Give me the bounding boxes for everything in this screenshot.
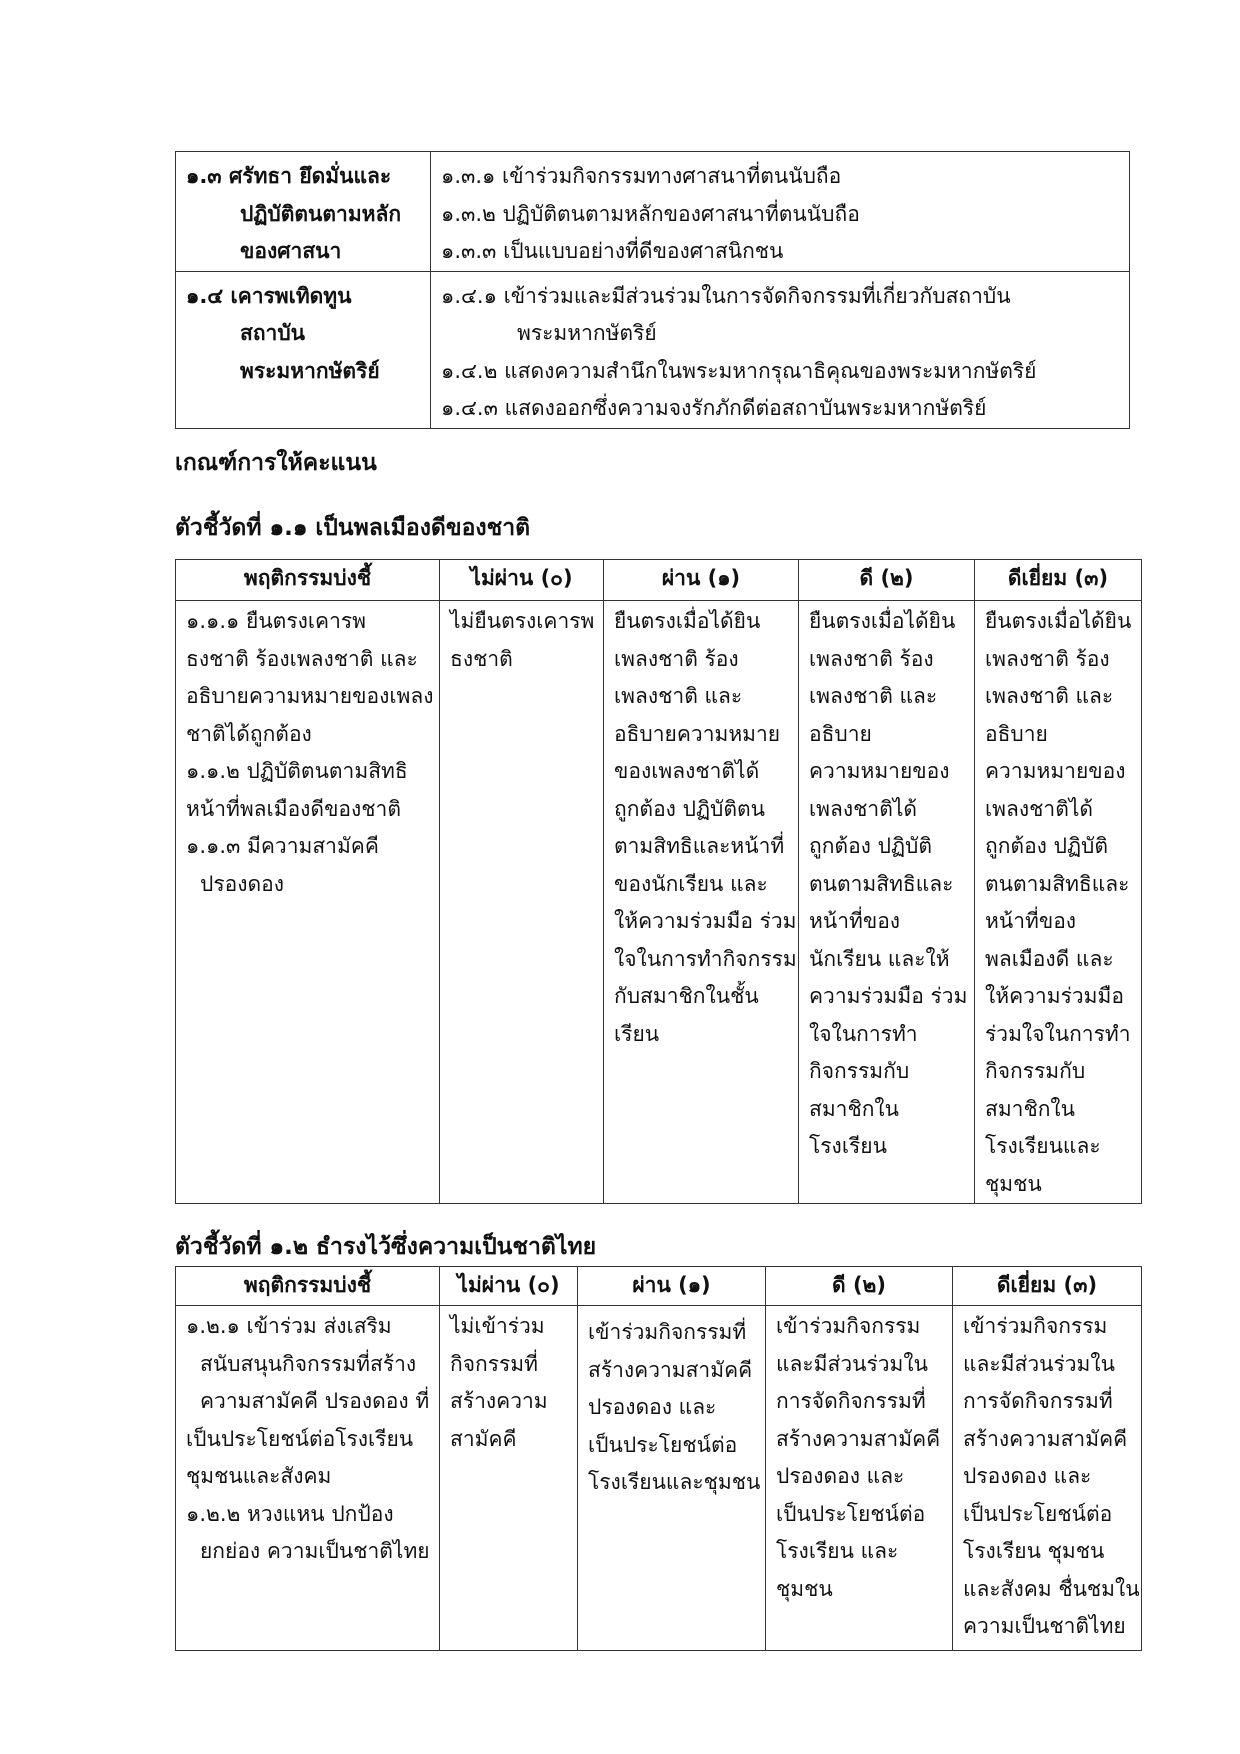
cell-line: หน้าที่ของ bbox=[809, 909, 901, 933]
cell-line: กับสมาชิกในชั้น bbox=[614, 984, 759, 1008]
cell-line: ยืนตรงเมื่อได้ยิน bbox=[809, 609, 956, 633]
cell-line: กิจกรรมกับ bbox=[985, 1059, 1086, 1083]
cell-line: เพลงชาติ ร้อง bbox=[809, 646, 934, 671]
cell-line: ธงชาติ ร้องเพลงชาติ และ bbox=[186, 646, 418, 671]
attribute-line: ของศาสนา bbox=[240, 239, 342, 263]
cell-line: ของนักเรียน และ bbox=[614, 871, 768, 896]
cell-line: หน้าที่ของ bbox=[985, 909, 1077, 933]
header-fail: ไม่ผ่าน (๐) bbox=[440, 1267, 578, 1306]
indicator-cell bbox=[431, 271, 1130, 428]
cell-line: ความหมายของ bbox=[809, 759, 950, 783]
cell-line: ยกย่อง ความเป็นชาติไทย bbox=[200, 1539, 430, 1563]
excellent-cell bbox=[975, 601, 1142, 1204]
cell-line: เป็นประโยชน์ต่อ bbox=[963, 1501, 1113, 1526]
header-excellent: ดีเยี่ยม (๓) bbox=[975, 560, 1142, 601]
indicator-1-1-heading: ตัวชี้วัดที่ ๑.๑ เป็นพลเมืองดีของชาติ bbox=[175, 515, 531, 541]
cell-line: เข้าร่วมกิจกรรมที่ bbox=[588, 1320, 747, 1344]
table-row bbox=[176, 271, 1130, 428]
cell-line: เพลงชาติ ร้อง bbox=[985, 646, 1110, 671]
cell-line: ชุมชน bbox=[776, 1576, 833, 1601]
cell-line: สร้างความ bbox=[450, 1389, 548, 1413]
cell-line: ถูกต้อง ปฏิบัติ bbox=[985, 834, 1109, 858]
cell-line: ไม่ยืนตรงเคารพ bbox=[450, 609, 595, 633]
cell-line: เพลงชาติได้ bbox=[809, 796, 918, 821]
cell-line: และมีส่วนร่วมใน bbox=[963, 1351, 1116, 1376]
cell-line: พลเมืองดี และ bbox=[985, 946, 1114, 971]
cell-line: เพลงชาติ และ bbox=[809, 684, 938, 708]
cell-line: กิจกรรมกับ bbox=[809, 1059, 910, 1083]
cell-line: สนับสนุนกิจกรรมที่สร้าง bbox=[200, 1351, 417, 1376]
cell-line: ไม่เข้าร่วม bbox=[450, 1314, 545, 1338]
cell-line: อธิบายความหมาย bbox=[614, 721, 781, 746]
cell-line: ตนตามสิทธิและ bbox=[985, 871, 1130, 896]
header-behavior: พฤติกรรมบ่งชี้ bbox=[176, 560, 440, 601]
cell-line: ความสามัคคี ปรองดอง ที่ bbox=[200, 1389, 430, 1413]
header-good: ดี (๒) bbox=[799, 560, 975, 601]
attribute-cell bbox=[176, 152, 431, 272]
cell-line: ชาติได้ถูกต้อง bbox=[186, 721, 312, 746]
table-header-row bbox=[176, 560, 1142, 601]
cell-line: เพลงชาติได้ bbox=[985, 796, 1094, 821]
attribute-line: ๑.๓ ศรัทธา ยึดมั่นและ bbox=[186, 164, 392, 188]
indicator-line: ๑.๓.๓ เป็นแบบอย่างที่ดีของศาสนิกชน bbox=[441, 239, 784, 263]
cell-line: เป็นประโยชน์ต่อ bbox=[776, 1501, 926, 1526]
cell-line: เพลงชาติ ร้อง bbox=[614, 646, 739, 671]
cell-line: ถูกต้อง ปฏิบัติตน bbox=[614, 796, 765, 821]
indicator-1-1-rubric-table bbox=[175, 559, 1142, 1204]
cell-line: เข้าร่วมกิจกรรม bbox=[776, 1314, 921, 1338]
cell-line: ปรองดอง และ bbox=[963, 1464, 1092, 1488]
cell-line: สามัคคี bbox=[450, 1426, 517, 1451]
excellent-cell bbox=[953, 1306, 1142, 1651]
cell-line: ให้ความร่วมมือ bbox=[985, 984, 1124, 1008]
cell-line: ใจในการทำกิจกรรม bbox=[614, 946, 797, 971]
cell-line: ถูกต้อง ปฏิบัติ bbox=[809, 834, 933, 858]
indicator-line: ๑.๔.๑ เข้าร่วมและมีส่วนร่วมในการจัดกิจกรรมที่เกี่ยวกับสถาบัน bbox=[441, 283, 1011, 308]
behavior-cell bbox=[176, 601, 440, 1204]
cell-line: กิจกรรมที่ bbox=[450, 1351, 538, 1376]
good-cell bbox=[799, 601, 975, 1204]
indicator-line: พระมหากษัตริย์ bbox=[517, 321, 657, 345]
cell-line: การจัดกิจกรรมที่ bbox=[776, 1389, 926, 1413]
cell-line: โรงเรียน ชุมชน bbox=[963, 1539, 1105, 1563]
cell-line: และสังคม ชื่นชมใน bbox=[963, 1576, 1140, 1601]
scoring-criteria-heading: เกณฑ์การให้คะแนน bbox=[175, 450, 377, 476]
behavior-cell bbox=[176, 1306, 440, 1651]
table-row bbox=[176, 1306, 1142, 1651]
cell-line: ให้ความร่วมมือ ร่วม bbox=[614, 909, 797, 933]
indicator-1-2-rubric-table bbox=[175, 1266, 1142, 1651]
good-cell bbox=[766, 1306, 953, 1651]
header-excellent: ดีเยี่ยม (๓) bbox=[953, 1267, 1142, 1306]
cell-line: ใจในการทำ bbox=[809, 1021, 918, 1046]
cell-line: ความร่วมมือ ร่วม bbox=[809, 984, 968, 1008]
cell-line: สมาชิกใน bbox=[985, 1096, 1076, 1121]
cell-line: ๑.๑.๓ มีความสามัคคี bbox=[186, 834, 379, 858]
indicator-line: ๑.๓.๑ เข้าร่วมกิจกรรมทางศาสนาที่ตนนับถือ bbox=[441, 164, 842, 188]
cell-line: ของเพลงชาติได้ bbox=[614, 759, 760, 783]
cell-line: ปรองดอง และ bbox=[776, 1464, 905, 1488]
cell-line: เพลงชาติ และ bbox=[614, 684, 743, 708]
cell-line: หน้าที่พลเมืองดีของชาติ bbox=[186, 796, 401, 821]
indicator-1-2-heading: ตัวชี้วัดที่ ๑.๒ ธำรงไว้ซึ่งความเป็นชาติไทย bbox=[175, 1234, 597, 1260]
header-good: ดี (๒) bbox=[766, 1267, 953, 1306]
cell-line: ความหมายของ bbox=[985, 759, 1126, 783]
cell-line: นักเรียน และให้ bbox=[809, 946, 950, 971]
cell-line: ชุมชนและสังคม bbox=[186, 1464, 332, 1488]
cell-line: สมาชิกใน bbox=[809, 1096, 900, 1121]
cell-line: เข้าร่วมกิจกรรม bbox=[963, 1314, 1108, 1338]
header-fail: ไม่ผ่าน (๐) bbox=[440, 560, 604, 601]
indicator-line: ๑.๓.๒ ปฏิบัติตนตามหลักของศาสนาที่ตนนับถือ bbox=[441, 201, 860, 226]
cell-line: เรียน bbox=[614, 1021, 660, 1046]
indicator-cell bbox=[431, 152, 1130, 272]
cell-line: ชุมชน bbox=[985, 1171, 1042, 1196]
attribute-cell bbox=[176, 271, 431, 428]
table-row bbox=[176, 152, 1130, 272]
cell-line: ยืนตรงเมื่อได้ยิน bbox=[985, 609, 1132, 633]
cell-line: ตนตามสิทธิและ bbox=[809, 871, 954, 896]
table-header-row bbox=[176, 1267, 1142, 1306]
cell-line: เพลงชาติ และ bbox=[985, 684, 1114, 708]
cell-line: สร้างความสามัคคี bbox=[588, 1357, 753, 1382]
fail-cell bbox=[440, 601, 604, 1204]
cell-line: โรงเรียนและชุมชน bbox=[588, 1470, 761, 1494]
cell-line: อธิบายความหมายของเพลง bbox=[186, 684, 434, 708]
cell-line: โรงเรียน bbox=[809, 1134, 887, 1158]
cell-line: ความเป็นชาติไทย bbox=[963, 1614, 1126, 1638]
cell-line: อธิบาย bbox=[985, 721, 1048, 746]
attribute-line: ปฏิบัติตนตามหลัก bbox=[240, 201, 402, 226]
table-row bbox=[176, 601, 1142, 1204]
attribute-indicator-table bbox=[175, 151, 1130, 429]
cell-line: สร้างความสามัคคี bbox=[963, 1426, 1128, 1451]
cell-line: และมีส่วนร่วมใน bbox=[776, 1351, 929, 1376]
cell-line: เป็นประโยชน์ต่อโรงเรียน bbox=[186, 1426, 414, 1451]
attribute-line: สถาบัน bbox=[240, 321, 306, 345]
cell-line: ธงชาติ bbox=[450, 646, 513, 671]
indicator-line: ๑.๔.๒ แสดงความสำนึกในพระมหากรุณาธิคุณของพระมหากษัตริย์ bbox=[441, 358, 1037, 383]
cell-line: เป็นประโยชน์ต่อ bbox=[588, 1432, 738, 1457]
pass-cell bbox=[604, 601, 799, 1204]
header-pass: ผ่าน (๑) bbox=[578, 1267, 766, 1306]
cell-line: โรงเรียน และ bbox=[776, 1539, 899, 1563]
cell-line: ปรองดอง bbox=[200, 871, 284, 896]
cell-line: ๑.๑.๒ ปฏิบัติตนตามสิทธิ bbox=[186, 759, 408, 783]
cell-line: ๑.๒.๒ หวงแหน ปกป้อง bbox=[186, 1501, 394, 1526]
cell-line: โรงเรียนและ bbox=[985, 1134, 1101, 1158]
cell-line: ร่วมใจในการทำ bbox=[985, 1021, 1131, 1046]
cell-line: ๑.๑.๑ ยืนตรงเคารพ bbox=[186, 609, 366, 633]
cell-line: ยืนตรงเมื่อได้ยิน bbox=[614, 609, 761, 633]
indicator-line: ๑.๔.๓ แสดงออกซึ่งความจงรักภักดีต่อสถาบันพระมหากษัตริย์ bbox=[441, 396, 987, 420]
header-pass: ผ่าน (๑) bbox=[604, 560, 799, 601]
cell-line: การจัดกิจกรรมที่ bbox=[963, 1389, 1113, 1413]
attribute-line: ๑.๔ เคารพเทิดทูน bbox=[186, 283, 352, 308]
cell-line: ตามสิทธิและหน้าที่ bbox=[614, 834, 785, 858]
pass-cell bbox=[578, 1306, 766, 1651]
cell-line: อธิบาย bbox=[809, 721, 872, 746]
attribute-line: พระมหากษัตริย์ bbox=[240, 358, 380, 383]
cell-line: สร้างความสามัคคี bbox=[776, 1426, 941, 1451]
cell-line: ปรองดอง และ bbox=[588, 1395, 717, 1419]
header-behavior: พฤติกรรมบ่งชี้ bbox=[176, 1267, 440, 1306]
cell-line: ๑.๒.๑ เข้าร่วม ส่งเสริม bbox=[186, 1314, 392, 1338]
fail-cell bbox=[440, 1306, 578, 1651]
